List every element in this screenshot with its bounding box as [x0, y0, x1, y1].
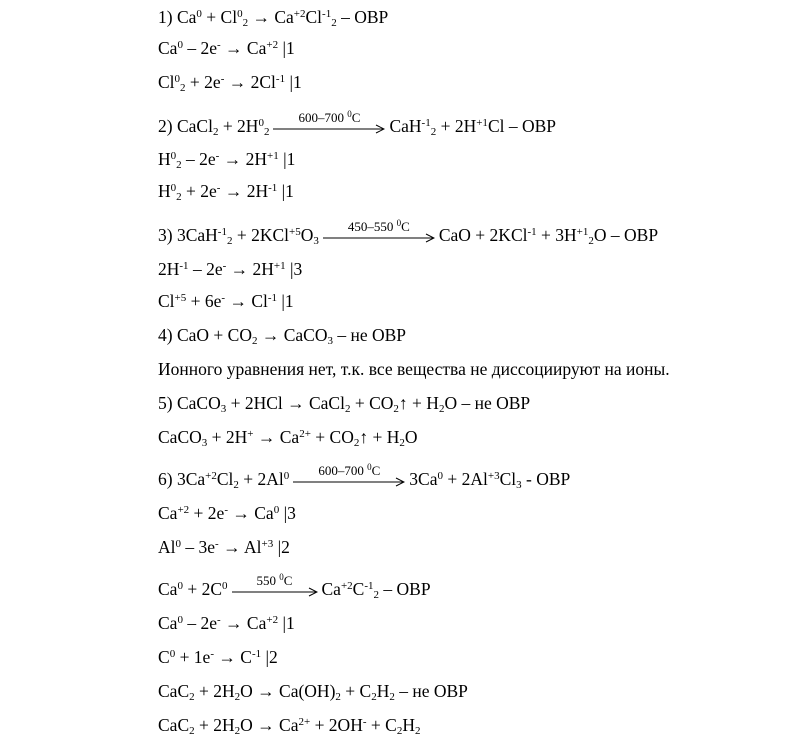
line-4: 2) CaCl$_2$ + $2H^0_2$ 600–700 $^0$C $CaH^{-1}_2 + 2H^{+1}Cl$ – ОВР: [158, 109, 557, 138]
reaction-arrow: [293, 462, 405, 488]
line-15: $Ca^{+2} + 2e^- \to Ca^0$ |3: [158, 503, 296, 523]
line-18: $Ca^0 - 2e^- \to Ca^{+2}$ |1: [158, 613, 295, 633]
reaction-condition: 450–550 $^0$C: [347, 218, 410, 234]
reaction-condition: 550 $^0$C: [256, 572, 293, 588]
line-17: $Ca^0 + 2C^0$ 550 $^0$C $Ca^{+2}C^{-1}_2$ – ОВР: [158, 572, 431, 601]
line-8: $2H^{-1} - 2e^- \to 2H^{+1}$ |3: [158, 259, 303, 279]
reaction-condition: 600–700 $^0$C: [298, 109, 361, 125]
line-12: 5) CaCO$_3$ + 2HCl → CaCl$_2$ + $CO_2↑ + H_2O$ – не ОВР: [158, 393, 531, 415]
line-19: $C^0 + 1e^- \to C^{-1}$ |2: [158, 647, 278, 667]
line-3: $Cl^0_2 + 2e^- \to 2Cl^{-1}$ |1: [158, 72, 302, 94]
reaction-arrow: [323, 218, 435, 244]
line-6: $H^0_2 + 2e^- \to 2H^{-1}$ |1: [158, 181, 294, 203]
reaction-arrow: [273, 109, 385, 135]
line-1: 1) $Ca^0 + Cl^0_2 \to Ca^{+2}Cl^{-1}_2$ – ОВР: [158, 7, 389, 29]
line-9: $Cl^{+5} + 6e^- \to Cl^{-1}$ |1: [158, 291, 294, 311]
reaction-condition: 600–700 $^0$C: [318, 462, 381, 478]
line-2: $Ca^0 - 2e^- \to Ca^{+2}$ |1: [158, 38, 295, 58]
line-7: 3) $3CaH^{-1}_2 + 2KCl^{+5}O_3$ 450–550 $^0$C CaO + $2KCl^{-1} + 3H^{+1}_2O$ – ОВР: [158, 218, 659, 247]
line-10: 4) CaO + $CO_2$ → CaCO$_3$ – не ОВР: [158, 325, 407, 347]
line-20: $CaC_2 + 2H_2O \to Ca(OH)_2 + C_2H_2$ – не ОВР: [158, 681, 468, 703]
line-13: CaCO$_3$ + $2H^+ \to Ca^{2+}$ + $CO_2↑ + H_2O$: [158, 427, 418, 449]
line-5: $H^0_2 - 2e^- \to 2H^{+1}$ |1: [158, 149, 296, 171]
line-21: $CaC_2 + 2H_2O \to Ca^{2+} + 2OH^- + C_2H_2$: [158, 715, 421, 737]
reaction-arrow: [232, 572, 318, 598]
line-11: Ионного уравнения нет, т.к. все вещества не диссоциируют на ионы.: [158, 359, 670, 379]
line-16: $Al^0 - 3e^- \to Al^{+3}$ |2: [158, 537, 290, 557]
line-14: 6) $3Ca^{+2}Cl_2 + 2Al^0$ 600–700 $^0$C $3Ca^0 + 2Al^{+3}Cl_3$ - ОВР: [158, 462, 571, 491]
